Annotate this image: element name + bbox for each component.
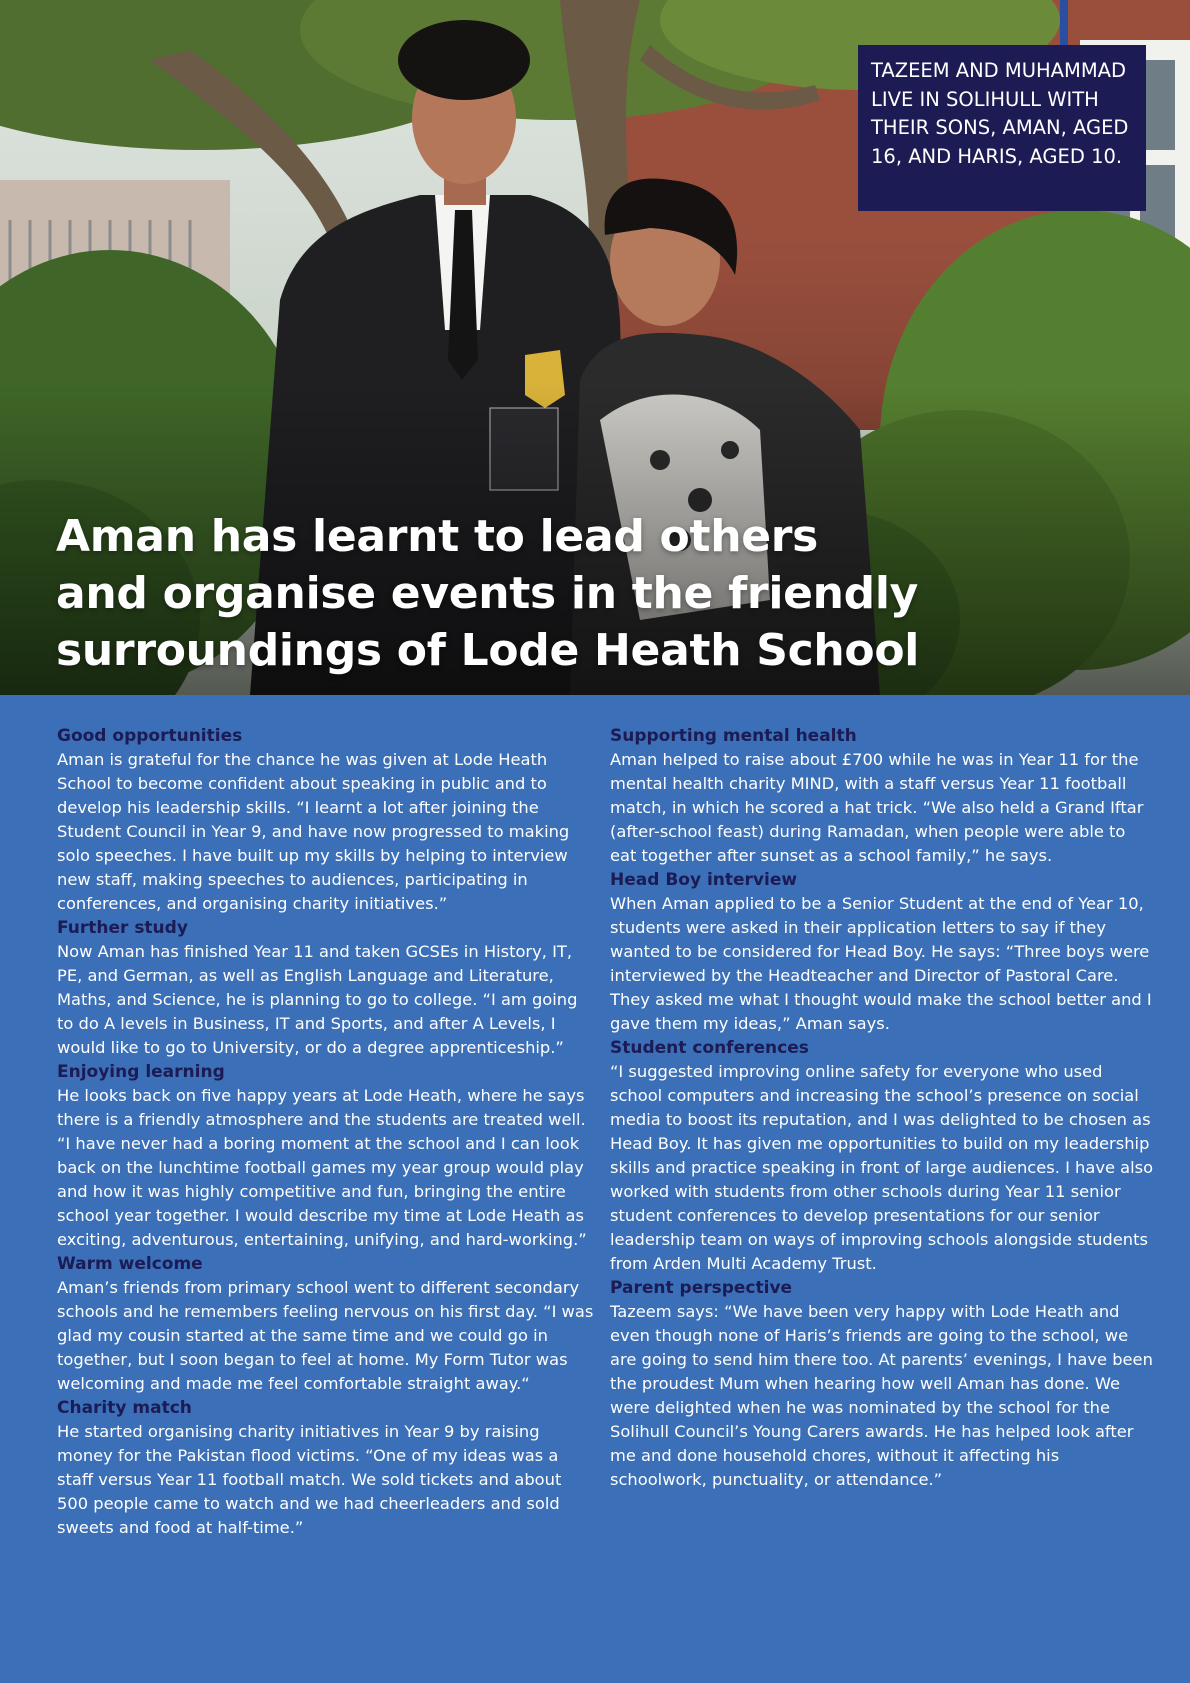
section-body: “I suggested improving online safety for everyone who used school computers and increasing the school’s presence on social media to boost its reputation, and I was delighted to be chosen as Head Boy. It has given me opportunities to build on my leadership skills and practice speaking in front of large audiences. I have also worked with students from other schools during Year 11 senior student conferences to develop presentations for our senior leadership team on ways of improving schools alongside students from Arden Multi Academy Trust. [610, 1062, 1154, 1273]
section-further-study [57, 916, 597, 1060]
section-body: Aman’s friends from primary school went to different secondary schools and he remembers feeling nervous on his first day. “I was glad my cousin started at the same time and we could go in together, but I soon began to feel at home. My Form Tutor was welcoming and made me feel comfortable straight away.“ [57, 1278, 594, 1393]
section-good-opportunities [57, 724, 597, 916]
caption-box: TAZEEM AND MUHAMMAD LIVE IN SOLIHULL WITH THEIR SONS, AMAN, AGED 16, AND HARIS, AGED 10. [858, 45, 1146, 211]
section-enjoying-learning [57, 1060, 597, 1252]
section-body: Tazeem says: “We have been very happy with Lode Heath and even though none of Haris’s friends are going to the school, we are going to send him there too. At parents’ evenings, I have been the proudest Mum when hearing how well Aman has done. We were delighted when he was nominated by the school for the Solihull Council’s Young Carers awards. He has helped look after me and done household chores, without it affecting his schoolwork, punctuality, or attendance.” [610, 1302, 1153, 1489]
section-charity-match [57, 1396, 597, 1540]
section-warm-welcome [57, 1252, 597, 1396]
section-head-boy-interview [610, 868, 1155, 1036]
headline-line: and organise events in the friendly [56, 568, 919, 619]
section-heading: Student conferences [610, 1038, 809, 1058]
headline [56, 508, 1056, 679]
section-heading: Good opportunities [57, 726, 243, 746]
section-student-conferences [610, 1036, 1155, 1276]
section-heading: Warm welcome [57, 1254, 203, 1274]
section-heading: Parent perspective [610, 1278, 793, 1298]
section-body: He looks back on five happy years at Lode Heath, where he says there is a friendly atmosphere and the students are treated well. “I have never had a boring moment at the school and I can look back on the lunchtime football games my year group would play and how it was highly competitive and fun, bringing the entire school year together. I would describe my time at Lode Heath as exciting, adventurous, entertaining, unifying, and hard-working.” [57, 1086, 587, 1249]
section-body: Aman is grateful for the chance he was given at Lode Heath School to become confident about speaking in public and to develop his leadership skills. “I learnt a lot after joining the Student Council in Year 9, and have now progressed to making solo speeches. I have built up my skills by helping to interview new staff, making speeches to audiences, participating in conferences, and organising charity initiatives.” [57, 750, 570, 913]
section-heading: Enjoying learning [57, 1062, 225, 1082]
section-supporting-mental-health [610, 724, 1155, 868]
headline-line: surroundings of Lode Heath School [56, 625, 920, 676]
hero-photo [0, 0, 1190, 695]
right-column [610, 724, 1155, 1492]
section-body: He started organising charity initiatives in Year 9 by raising money for the Pakistan flood victims. “One of my ideas was a staff versus Year 11 football match. We sold tickets and about 500 people came to watch and we had cheerleaders and sold sweets and food at half-time.” [57, 1422, 562, 1537]
headline-line: Aman has learnt to lead others [56, 511, 819, 562]
section-parent-perspective [610, 1276, 1155, 1492]
section-heading: Head Boy interview [610, 870, 798, 890]
section-heading: Further study [57, 918, 188, 938]
section-heading: Supporting mental health [610, 726, 857, 746]
section-body: Aman helped to raise about £700 while he was in Year 11 for the mental health charity MIND, with a staff versus Year 11 football match, in which he scored a hat trick. “We also held a Grand Iftar (after-school feast) during Ramadan, when people were able to eat together after sunset as a school family,” he says. [610, 750, 1144, 865]
left-column [57, 724, 597, 1540]
section-body: Now Aman has finished Year 11 and taken GCSEs in History, IT, PE, and German, as well as English Language and Literature, Maths, and Science, he is planning to go to college. “I am going to do A levels in Business, IT and Sports, and after A Levels, I would like to go to University, or do a degree apprenticeship.” [57, 942, 578, 1057]
section-body: When Aman applied to be a Senior Student at the end of Year 10, students were asked in their application letters to say if they wanted to be considered for Head Boy. He says: “Three boys were interviewed by the Headteacher and Director of Pastoral Care. They asked me what I thought would make the school better and I gave them my ideas,” Aman says. [610, 894, 1152, 1033]
section-heading: Charity match [57, 1398, 192, 1418]
